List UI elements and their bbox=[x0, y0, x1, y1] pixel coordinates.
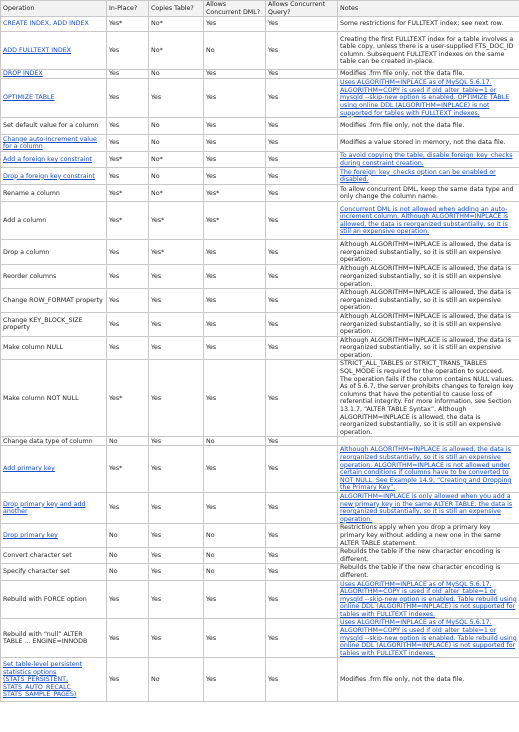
concurrent-query-cell: Yes bbox=[266, 524, 338, 548]
in-place-cell: Yes bbox=[107, 70, 149, 79]
concurrent-dml-cell: Yes bbox=[204, 580, 266, 619]
header-operation: Operation bbox=[1, 1, 107, 17]
table-row bbox=[1, 168, 519, 185]
concurrent-dml-cell: No bbox=[204, 32, 266, 70]
in-place-cell: Yes bbox=[107, 619, 149, 658]
operation-link[interactable]: CREATE INDEX, ADD INDEX bbox=[3, 20, 89, 28]
concurrent-dml-cell: Yes bbox=[204, 289, 266, 313]
concurrent-dml-cell: Yes bbox=[204, 265, 266, 289]
table-row bbox=[1, 564, 519, 580]
notes-cell[interactable]: Uses ALGORITHM=INPLACE as of MySQL 5.6.17. ALGORITHM=COPY is used if old_alter_table=1 or mysqld --skip-new option is enabled. Table rebuild using online DDL (ALGORITHM=INPLACE) is not supported for tables with FULLTEXT indexes. bbox=[338, 619, 519, 658]
concurrent-query-cell: Yes bbox=[266, 492, 338, 523]
copies-table-cell: Yes bbox=[149, 265, 204, 289]
operation-cell bbox=[1, 492, 107, 523]
table-row bbox=[1, 289, 519, 313]
operation-link[interactable]: Drop a foreign key constraint bbox=[3, 172, 95, 180]
concurrent-dml-cell: Yes bbox=[204, 118, 266, 135]
concurrent-dml-cell: Yes bbox=[204, 312, 266, 336]
notes-cell: Restrictions apply when you drop a primary key primary key without adding a new one in the same ALTER TABLE statement. bbox=[338, 524, 519, 548]
concurrent-query-cell: Yes bbox=[266, 185, 338, 202]
operation-link[interactable]: Change auto-increment value for a column bbox=[3, 135, 97, 151]
table-row bbox=[1, 70, 519, 79]
operation-link[interactable]: Add primary key bbox=[3, 465, 55, 473]
copies-table-cell: Yes bbox=[149, 289, 204, 313]
table-row bbox=[1, 265, 519, 289]
operation-cell bbox=[1, 446, 107, 493]
notes-cell: Rebuilds the table if the new character encoding is different. bbox=[338, 548, 519, 564]
table-row bbox=[1, 619, 519, 658]
operation-cell bbox=[1, 564, 107, 580]
operation-label: Change data type of column bbox=[3, 437, 93, 445]
copies-table-cell: Yes bbox=[149, 360, 204, 437]
concurrent-dml-cell: Yes bbox=[204, 135, 266, 152]
operation-cell bbox=[1, 619, 107, 658]
in-place-cell: No bbox=[107, 437, 149, 446]
notes-cell: To allow concurrent DML, keep the same data type and only change the column name. bbox=[338, 185, 519, 202]
notes-cell[interactable]: Although ALGORITHM=INPLACE is allowed, the data is reorganized substantially, so it is still an expensive operation. ALGORITHM=INPLACE is not allowed under certain conditions if columns have to be converted to NOT NULL. See Example 14.9, “Creating and Dropping the Primary Key”. bbox=[338, 446, 519, 493]
in-place-cell: Yes* bbox=[107, 202, 149, 240]
concurrent-dml-cell: No bbox=[204, 437, 266, 446]
operation-cell bbox=[1, 265, 107, 289]
in-place-cell: Yes bbox=[107, 118, 149, 135]
table-row bbox=[1, 580, 519, 619]
concurrent-query-cell: Yes bbox=[266, 336, 338, 360]
concurrent-query-cell: Yes bbox=[266, 265, 338, 289]
in-place-cell: Yes bbox=[107, 336, 149, 360]
notes-cell[interactable]: Concurrent DML is not allowed when adding an auto-increment column. Although ALGORITHM=INPLACE is allowed, the data is reorganized substantially, so it is still an expensive operation. bbox=[338, 202, 519, 240]
copies-table-cell: No* bbox=[149, 32, 204, 70]
concurrent-dml-cell: Yes bbox=[204, 492, 266, 523]
operation-cell bbox=[1, 312, 107, 336]
operation-cell bbox=[1, 185, 107, 202]
operation-label: Rebuild with “null” ALTER TABLE ... ENGINE=INNODB bbox=[3, 630, 88, 646]
copies-table-cell: Yes bbox=[149, 79, 204, 118]
copies-table-cell: Yes* bbox=[149, 240, 204, 265]
operation-cell bbox=[1, 118, 107, 135]
table-row bbox=[1, 79, 519, 118]
table-row bbox=[1, 492, 519, 523]
copies-table-cell: No* bbox=[149, 17, 204, 32]
in-place-cell: Yes* bbox=[107, 152, 149, 168]
concurrent-query-cell: Yes bbox=[266, 168, 338, 185]
copies-table-cell: Yes bbox=[149, 580, 204, 619]
concurrent-query-cell: Yes bbox=[266, 658, 338, 702]
concurrent-query-cell: Yes bbox=[266, 446, 338, 493]
in-place-cell: Yes bbox=[107, 580, 149, 619]
copies-table-cell: Yes bbox=[149, 336, 204, 360]
table-row bbox=[1, 32, 519, 70]
copies-table-cell: Yes bbox=[149, 446, 204, 493]
header-notes: Notes bbox=[338, 1, 519, 17]
table-row bbox=[1, 240, 519, 265]
notes-cell: Modifies .frm file only, not the data file. bbox=[338, 118, 519, 135]
notes-cell bbox=[338, 437, 519, 446]
concurrent-dml-cell: Yes bbox=[204, 17, 266, 32]
in-place-cell: Yes bbox=[107, 32, 149, 70]
table-row bbox=[1, 360, 519, 437]
operation-cell bbox=[1, 524, 107, 548]
in-place-cell: No bbox=[107, 548, 149, 564]
concurrent-query-cell: Yes bbox=[266, 70, 338, 79]
concurrent-query-cell: Yes bbox=[266, 79, 338, 118]
notes-cell: Modifies .frm file only, not the data file. bbox=[338, 70, 519, 79]
operation-label: Rebuild with FORCE option bbox=[3, 595, 87, 603]
notes-cell: Some restrictions for FULLTEXT index; see next row. bbox=[338, 17, 519, 32]
notes-cell: Although ALGORITHM=INPLACE is allowed, the data is reorganized substantially, so it is still an expensive operation. bbox=[338, 336, 519, 360]
header-concurrent-query: Allows Concurrent Query? bbox=[266, 1, 338, 17]
concurrent-dml-cell: Yes bbox=[204, 619, 266, 658]
concurrent-query-cell: Yes bbox=[266, 548, 338, 564]
in-place-cell: Yes bbox=[107, 135, 149, 152]
notes-cell[interactable]: To avoid copying the table, disable foreign_key_checks during constraint creation. bbox=[338, 152, 519, 168]
operation-cell bbox=[1, 336, 107, 360]
notes-cell: Although ALGORITHM=INPLACE is allowed, the data is reorganized substantially, so it is still an expensive operation. bbox=[338, 240, 519, 265]
copies-table-cell: Yes bbox=[149, 312, 204, 336]
concurrent-query-cell: Yes bbox=[266, 360, 338, 437]
table-row bbox=[1, 152, 519, 168]
header-row bbox=[1, 1, 519, 17]
in-place-cell: Yes* bbox=[107, 360, 149, 437]
concurrent-query-cell: Yes bbox=[266, 32, 338, 70]
table-row bbox=[1, 446, 519, 493]
operation-cell bbox=[1, 17, 107, 32]
notes-cell[interactable]: ALGORITHM=INPLACE is only allowed when you add a new primary key in the same ALTER TABLE; the data is reorganized substantially, so it is still an expensive operation. bbox=[338, 492, 519, 523]
concurrent-query-cell: Yes bbox=[266, 580, 338, 619]
table-row bbox=[1, 658, 519, 702]
operation-label: Drop a column bbox=[3, 248, 50, 256]
table-row bbox=[1, 135, 519, 152]
in-place-cell: Yes bbox=[107, 492, 149, 523]
concurrent-dml-cell: Yes* bbox=[204, 185, 266, 202]
concurrent-dml-cell: Yes bbox=[204, 152, 266, 168]
operation-cell bbox=[1, 70, 107, 79]
table-row bbox=[1, 118, 519, 135]
operation-link[interactable]: Set table-level persistent statistics options (STATS_PERSISTENT, STATS_AUTO_RECALC STATS_SAMPLE_PAGES) bbox=[3, 660, 83, 699]
operation-label: Reorder columns bbox=[3, 272, 57, 280]
concurrent-query-cell: Yes bbox=[266, 118, 338, 135]
operation-label: Change KEY_BLOCK_SIZE property bbox=[3, 316, 83, 332]
concurrent-dml-cell: No bbox=[204, 524, 266, 548]
operation-cell bbox=[1, 135, 107, 152]
concurrent-query-cell: Yes bbox=[266, 619, 338, 658]
operation-label: Convert character set bbox=[3, 551, 72, 559]
operation-label: Make column NULL bbox=[3, 344, 64, 352]
table-row bbox=[1, 17, 519, 32]
notes-cell: STRICT_ALL_TABLES or STRICT_TRANS_TABLES SQL_MODE is required for the operation to succeed. The operation fails if the column contains NULL values. As of 5.6.7, the server prohibits changes to foreign key columns that have the potential to cause loss of referential integrity. For more information, see Section 13.1.7, “ALTER TABLE Syntax”. Although ALGORITHM=INPLACE is allowed, the data is reorganized substantially, so it is still an expensive operation. bbox=[338, 360, 519, 437]
operation-cell bbox=[1, 79, 107, 118]
operation-cell bbox=[1, 437, 107, 446]
operation-cell bbox=[1, 289, 107, 313]
copies-table-cell: No bbox=[149, 168, 204, 185]
copies-table-cell: No bbox=[149, 70, 204, 79]
concurrent-dml-cell: Yes* bbox=[204, 202, 266, 240]
notes-cell: Modifies a value stored in memory, not the data file. bbox=[338, 135, 519, 152]
operation-cell bbox=[1, 240, 107, 265]
concurrent-query-cell: Yes bbox=[266, 135, 338, 152]
header-copies-table: Copies Table? bbox=[149, 1, 204, 17]
in-place-cell: Yes bbox=[107, 289, 149, 313]
operation-label: Change ROW_FORMAT property bbox=[3, 296, 103, 304]
copies-table-cell: Yes bbox=[149, 437, 204, 446]
concurrent-dml-cell: Yes bbox=[204, 360, 266, 437]
concurrent-dml-cell: Yes bbox=[204, 658, 266, 702]
concurrent-query-cell: Yes bbox=[266, 152, 338, 168]
table-row bbox=[1, 524, 519, 548]
notes-cell: Modifies .frm file only, not the data file. bbox=[338, 658, 519, 702]
concurrent-query-cell: Yes bbox=[266, 17, 338, 32]
operation-cell bbox=[1, 152, 107, 168]
copies-table-cell: Yes* bbox=[149, 202, 204, 240]
concurrent-dml-cell: Yes bbox=[204, 336, 266, 360]
notes-cell: Rebuilds the table if the new character encoding is different. bbox=[338, 564, 519, 580]
notes-cell: Although ALGORITHM=INPLACE is allowed, the data is reorganized substantially, so it is still an expensive operation. bbox=[338, 265, 519, 289]
concurrent-dml-cell: Yes bbox=[204, 70, 266, 79]
table-row bbox=[1, 185, 519, 202]
operation-cell bbox=[1, 580, 107, 619]
concurrent-dml-cell: No bbox=[204, 548, 266, 564]
copies-table-cell: Yes bbox=[149, 564, 204, 580]
concurrent-query-cell: Yes bbox=[266, 312, 338, 336]
copies-table-cell: No* bbox=[149, 152, 204, 168]
in-place-cell: Yes* bbox=[107, 17, 149, 32]
concurrent-query-cell: Yes bbox=[266, 202, 338, 240]
operation-link[interactable]: DROP INDEX bbox=[3, 70, 43, 78]
copies-table-cell: Yes bbox=[149, 492, 204, 523]
table-row bbox=[1, 548, 519, 564]
operation-label: Add a column bbox=[3, 217, 47, 225]
copies-table-cell: Yes bbox=[149, 524, 204, 548]
operation-cell bbox=[1, 168, 107, 185]
in-place-cell: No bbox=[107, 564, 149, 580]
table-row bbox=[1, 312, 519, 336]
concurrent-query-cell: Yes bbox=[266, 289, 338, 313]
concurrent-dml-cell: Yes bbox=[204, 446, 266, 493]
operation-link[interactable]: Add a foreign key constraint bbox=[3, 155, 92, 163]
copies-table-cell: No bbox=[149, 118, 204, 135]
in-place-cell: Yes bbox=[107, 240, 149, 265]
table-row bbox=[1, 336, 519, 360]
copies-table-cell: No* bbox=[149, 185, 204, 202]
concurrent-query-cell: Yes bbox=[266, 437, 338, 446]
operation-cell bbox=[1, 658, 107, 702]
operation-cell bbox=[1, 548, 107, 564]
in-place-cell: Yes* bbox=[107, 446, 149, 493]
in-place-cell: No bbox=[107, 524, 149, 548]
notes-cell: Creating the first FULLTEXT index for a table involves a table copy, unless there is a user-supplied FTS_DOC_ID column. Subsequent FULLTEXT indexes on the same table can be created in-place. bbox=[338, 32, 519, 70]
copies-table-cell: No bbox=[149, 135, 204, 152]
copies-table-cell: Yes bbox=[149, 548, 204, 564]
operation-label: Make column NOT NULL bbox=[3, 394, 79, 402]
concurrent-dml-cell: No bbox=[204, 564, 266, 580]
concurrent-dml-cell: Yes bbox=[204, 79, 266, 118]
operation-label: Rename a column bbox=[3, 189, 60, 197]
operation-link[interactable]: Drop primary key and add another bbox=[3, 500, 86, 516]
operation-link[interactable]: ADD FULLTEXT INDEX bbox=[3, 46, 71, 54]
copies-table-cell: No bbox=[149, 658, 204, 702]
table-row bbox=[1, 202, 519, 240]
concurrent-query-cell: Yes bbox=[266, 240, 338, 265]
operation-link[interactable]: Drop primary key bbox=[3, 531, 58, 539]
notes-cell[interactable]: The foreign_key_checks option can be enabled or disabled. bbox=[338, 168, 519, 185]
in-place-cell: Yes* bbox=[107, 185, 149, 202]
operation-cell bbox=[1, 32, 107, 70]
notes-cell: Although ALGORITHM=INPLACE is allowed, the data is reorganized substantially, so it is still an expensive operation. bbox=[338, 289, 519, 313]
in-place-cell: Yes bbox=[107, 265, 149, 289]
copies-table-cell: Yes bbox=[149, 619, 204, 658]
header-in-place: In-Place? bbox=[107, 1, 149, 17]
notes-cell[interactable]: Uses ALGORITHM=INPLACE as of MySQL 5.6.17. ALGORITHM=COPY is used if old_alter_table=1 or mysqld --skip-new option is enabled. Table rebuild using online DDL (ALGORITHM=INPLACE) is not supported for tables with FULLTEXT indexes. bbox=[338, 580, 519, 619]
concurrent-query-cell: Yes bbox=[266, 564, 338, 580]
operation-cell bbox=[1, 360, 107, 437]
concurrent-dml-cell: Yes bbox=[204, 168, 266, 185]
notes-cell[interactable]: Uses ALGORITHM=INPLACE as of MySQL 5.6.17. ALGORITHM=COPY is used if old_alter_table=1 or mysqld --skip-new option is enabled. OPTIMIZE TABLE using online DDL (ALGORITHM=INPLACE) is not supported for tables with FULLTEXT indexes. bbox=[338, 79, 519, 118]
operation-cell bbox=[1, 202, 107, 240]
header-concurrent-dml: Allows Concurrent DML? bbox=[204, 1, 266, 17]
operation-label: Set default value for a column bbox=[3, 122, 99, 130]
in-place-cell: Yes bbox=[107, 312, 149, 336]
operation-label: Specify character set bbox=[3, 568, 70, 576]
notes-cell: Although ALGORITHM=INPLACE is allowed, the data is reorganized substantially, so it is still an expensive operation. bbox=[338, 312, 519, 336]
in-place-cell: Yes bbox=[107, 658, 149, 702]
table-row bbox=[1, 437, 519, 446]
concurrent-dml-cell: Yes bbox=[204, 240, 266, 265]
in-place-cell: Yes bbox=[107, 79, 149, 118]
in-place-cell: Yes bbox=[107, 168, 149, 185]
operation-link[interactable]: OPTIMIZE TABLE bbox=[3, 94, 55, 102]
